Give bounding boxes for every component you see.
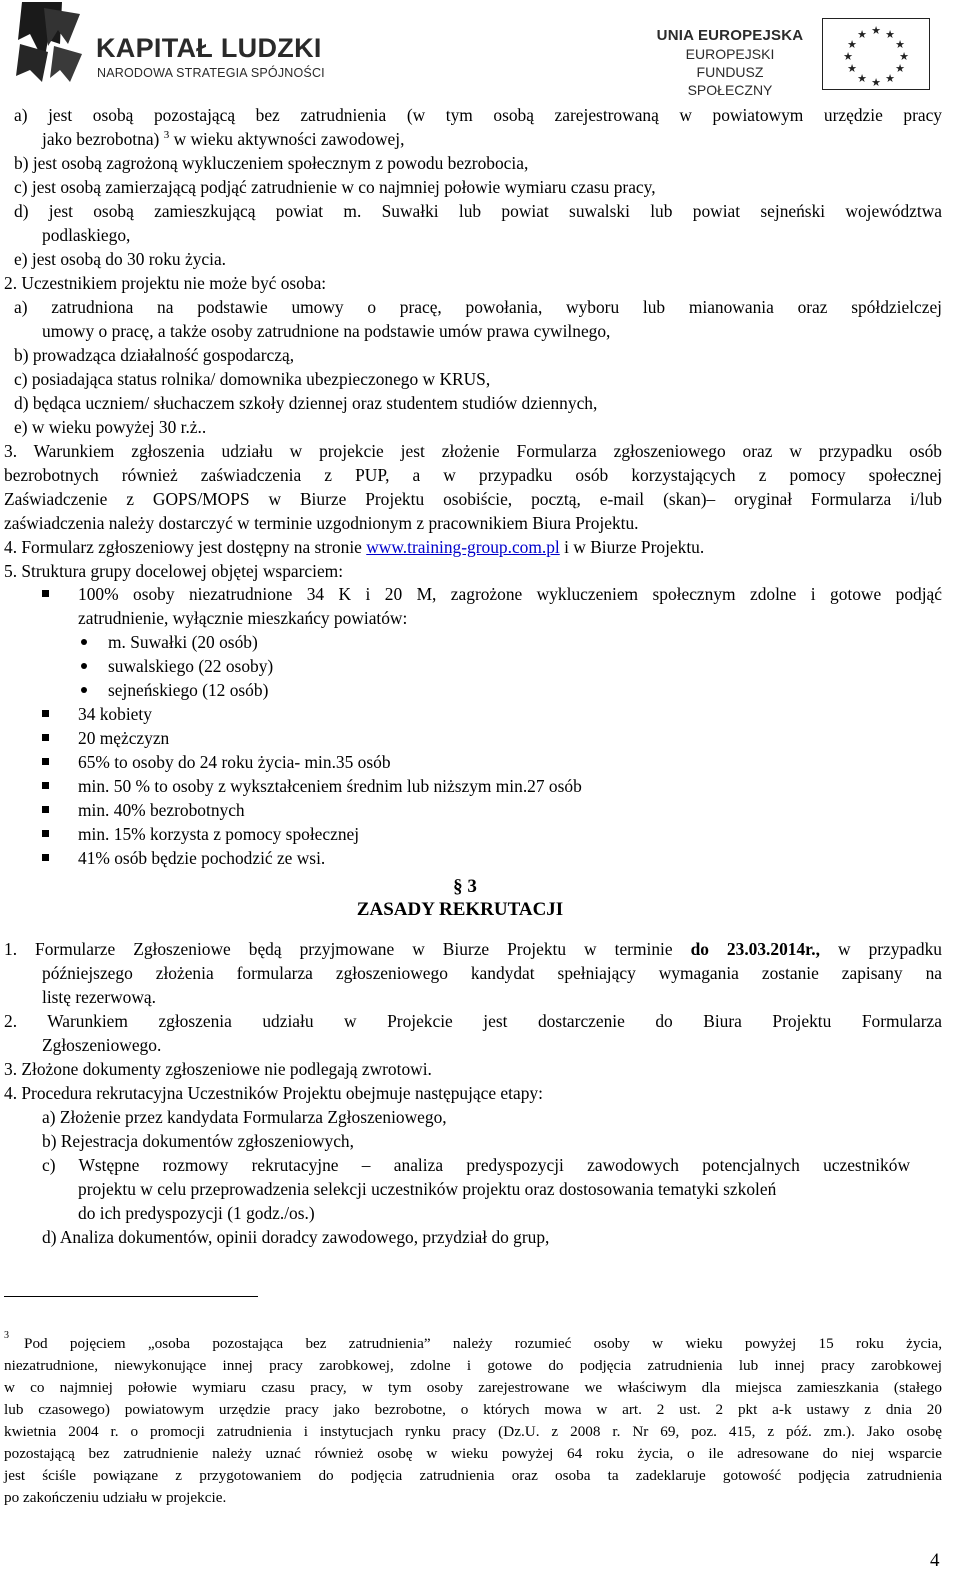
rule2-line2: Zgłoszeniowego.	[42, 1035, 162, 1055]
section5-bullet7: min. 15% korzysta z pomocy społecznej	[78, 824, 360, 844]
square-bullet-icon	[42, 830, 49, 837]
section3-line3: Zaświadczenie z GOPS/MOPS w Biurze Projektu osobiście, pocztą, e-mail (skan)– oryginał Formularza i/lub	[4, 489, 942, 509]
svg-text:★: ★	[885, 72, 895, 85]
section5-intro: 5. Struktura grupy docelowej objętej wsparciem:	[4, 561, 344, 581]
footnote-separator	[4, 1296, 258, 1297]
footnote-line6: pozostającą bez zatrudnienie należy uznać również osobę w wieku powyżej 64 roku życia, o ile adresowane do niej wsparcie	[4, 1445, 942, 1462]
section5-bullet8: 41% osób będzie pochodzić ze wsi.	[78, 848, 326, 868]
svg-text:★: ★	[871, 76, 881, 89]
section3-line2: bezrobotnych również zaświadczenia z PUP, a w przypadku osób korzystających z pomocy społecznej	[4, 465, 942, 485]
svg-text:★: ★	[857, 28, 867, 41]
svg-text:★: ★	[847, 62, 857, 75]
page-number: 4	[930, 1550, 940, 1571]
list1-b: b) jest osobą zagrożoną wykluczeniem społecznym z powodu bezrobocia,	[14, 153, 529, 173]
section5-bullet5: min. 50 % to osoby z wykształceniem średnim lub niższym min.27 osób	[78, 776, 582, 796]
section2-c: c) posiadająca status rolnika/ domownika ubezpieczonego w KRUS,	[14, 369, 491, 389]
list1-a-text: jako bezrobotna)	[42, 129, 160, 149]
website-link[interactable]: www.training-group.com.pl	[366, 537, 560, 557]
section2-e: e) w wieku powyżej 30 r.ż..	[14, 417, 207, 437]
eu-flag-icon	[822, 18, 930, 90]
footnote-ref: 3	[163, 129, 170, 141]
section2-d: d) będąca uczniem/ słuchaczem szkoły dziennej oraz studentem studiów dziennych,	[14, 393, 598, 413]
rule4-c-line3: do ich predyspozycji (1 godz./os.)	[78, 1203, 315, 1223]
svg-text:★: ★	[895, 62, 905, 75]
section-heading-title: ZASADY REKRUTACJI	[356, 899, 564, 920]
list1-e: e) jest osobą do 30 roku życia.	[14, 249, 227, 269]
list1-d-line2: podlaskiego,	[42, 225, 131, 245]
svg-text:★: ★	[847, 38, 857, 51]
svg-text:★: ★	[843, 50, 853, 63]
section3-line1: 3. Warunkiem zgłoszenia udziału w projekcie jest złożenie Formularza zgłoszeniowego oraz w przypadku osób	[4, 441, 942, 461]
rule1-text: 1. Formularze Zgłoszeniowe będą przyjmowane w Biurze Projektu w terminie	[4, 939, 673, 959]
logo-title: KAPITAŁ LUDZKI	[96, 33, 322, 63]
section2-a-line2: umowy o pracę, a także osoby zatrudnione na podstawie umów prawa cywilnego,	[42, 321, 611, 341]
rule1-line2: późniejszego złożenia formularza zgłoszeniowego kandydat spełniający wymagania zostanie zapisany na	[42, 963, 942, 983]
section5-sub2: suwalskiego (22 osoby)	[108, 656, 274, 676]
section5-sub1: m. Suwałki (20 osób)	[108, 632, 258, 652]
section4	[4, 536, 704, 558]
square-bullet-icon	[42, 782, 49, 789]
rule4: 4. Procedura rekrutacyjna Uczestników Projektu obejmuje następujące etapy:	[4, 1083, 543, 1103]
section5-bullet3: 20 mężczyzn	[78, 728, 170, 748]
footnote-line4: lub czasowego) powiatowym urzędzie pracy jako bezrobotne, o których mowa w art. 2 ust. 2 pkt a-k ustawy z dnia 20	[4, 1401, 942, 1418]
eu-line2: EUROPEJSKI	[685, 46, 775, 62]
footnote-line1: Pod pojęciem „osoba pozostająca bez zatrudnienia” należy rozumieć osoby w wieku powyżej 15 roku życia,	[24, 1335, 942, 1352]
section5-sub3: sejneńskiego (12 osób)	[108, 680, 269, 700]
round-bullet-icon	[81, 687, 87, 693]
footnote-line2: niezatrudnione, niewykonujące innej pracy zarobkowej, zdolne i gotowe do podjęcia zatrudnienia lub innej pracy zarobkowej	[4, 1357, 942, 1374]
section4-text2: i w Biurze Projektu.	[564, 537, 705, 557]
rule1-line3: listę rezerwową.	[42, 987, 156, 1007]
section3-line4: zaświadczenia należy dostarczyć w terminie uzgodnionym z pracownikiem Biura Projektu.	[4, 513, 639, 533]
rule2-line1: 2. Warunkiem zgłoszenia udziału w Projekcie jest dostarczenie do Biura Projektu Formularza	[4, 1011, 942, 1031]
svg-text:★: ★	[899, 50, 909, 63]
kapital-ludzki-logo	[8, 0, 328, 88]
rule3: 3. Złożone dokumenty zgłoszeniowe nie podlegają zwrotowi.	[4, 1059, 432, 1079]
logo-subtitle: NARODOWA STRATEGIA SPÓJNOŚCI	[97, 66, 325, 80]
section5-bullet2: 34 kobiety	[78, 704, 152, 724]
rule4-c-line1: c) Wstępne rozmowy rekrutacyjne – analiza predyspozycji zawodowych potencjalnych uczestników	[42, 1155, 910, 1175]
rule4-d: d) Analiza dokumentów, opinii doradcy zawodowego, przydział do grup,	[42, 1227, 550, 1247]
footnote-line5: kwietnia 2004 r. o promocji zatrudnienia i instytucjach rynku pracy (Dz.U. z 2008 r. Nr 69, poz. 415, z póź. zm.). Jako osobę	[4, 1423, 942, 1440]
square-bullet-icon	[42, 758, 49, 765]
rule4-c-line2: projektu w celu przeprowadzenia selekcji uczestników projektu oraz dostosowania tematyki szkoleń	[78, 1179, 777, 1199]
square-bullet-icon	[42, 710, 49, 717]
square-bullet-icon	[42, 590, 49, 597]
section5-bullet1-line2: zatrudnienie, wyłącznie mieszkańcy powiatów:	[78, 608, 408, 628]
section4-text: 4. Formularz zgłoszeniowy jest dostępny na stronie	[4, 537, 362, 557]
section2-b: b) prowadząca działalność gospodarczą,	[14, 345, 295, 365]
footnote-line7: jest ściśle powiązane z przygotowaniem do podjęcia zatrudnienia oraz osoba ta zadeklaruje gotowość podjęcia zatrudnienia	[4, 1467, 942, 1484]
section5-bullet1-line1: 100% osoby niezatrudnione 34 K i 20 M, zagrożone wykluczeniem społecznym zdolne i gotowe podjąć	[78, 584, 942, 604]
rule4-a: a) Złożenie przez kandydata Formularza Zgłoszeniowego,	[42, 1107, 447, 1127]
rule4-b: b) Rejestracja dokumentów zgłoszeniowych,	[42, 1131, 354, 1151]
rule1-line1	[4, 938, 942, 960]
heading-number: 3	[467, 876, 477, 897]
section5-bullet6: min. 40% bezrobotnych	[78, 800, 245, 820]
section5-bullet4: 65% to osoby do 24 roku życia- min.35 osób	[78, 752, 391, 772]
section-heading-number: § 3	[453, 876, 477, 897]
square-bullet-icon	[42, 854, 49, 861]
section2-intro: 2. Uczestnikiem projektu nie może być osoba:	[4, 273, 327, 293]
list1-a-line1: a) jest osobą pozostającą bez zatrudnienia (w tym osobą zarejestrowaną w powiatowym urzędzie pracy	[14, 105, 942, 125]
list1-d-line1: d) jest osobą zamieszkującą powiat m. Suwałki lub powiat suwalski lub powiat sejneński województwa	[14, 201, 942, 221]
list1-a-text2: w wieku aktywności zawodowej,	[173, 129, 405, 149]
footnote-number: 3	[4, 1330, 9, 1341]
eu-line1: UNIA EUROPEJSKA	[656, 27, 804, 44]
svg-text:★: ★	[895, 38, 905, 51]
rule1-deadline: do 23.03.2014r.,	[690, 939, 821, 959]
round-bullet-icon	[81, 663, 87, 669]
eu-text	[655, 26, 805, 99]
svg-text:★: ★	[857, 72, 867, 85]
rule1-text2: w przypadku	[838, 939, 942, 959]
footnote-line3: w co najmniej połowie wymiaru czasu pracy, w tym osoby zarejestrowane we właściwym dla miejsca zamieszkania (stałego	[4, 1379, 942, 1396]
square-bullet-icon	[42, 734, 49, 741]
list1-a-line2	[42, 128, 404, 153]
list1-c: c) jest osobą zamierzającą podjąć zatrudnienie w co najmniej połowie wymiaru czasu pracy,	[14, 177, 656, 197]
svg-text:★: ★	[885, 28, 895, 41]
footnote-line8: po zakończeniu udziału w projekcie.	[4, 1489, 227, 1506]
square-bullet-icon	[42, 806, 49, 813]
round-bullet-icon	[81, 639, 87, 645]
svg-text:★: ★	[871, 24, 881, 37]
eu-line3: FUNDUSZ SPOŁECZNY	[687, 64, 773, 98]
section2-a-line1: a) zatrudniona na podstawie umowy o pracę, powołania, wyboru lub mianowania oraz spółdzielczej	[14, 297, 942, 317]
